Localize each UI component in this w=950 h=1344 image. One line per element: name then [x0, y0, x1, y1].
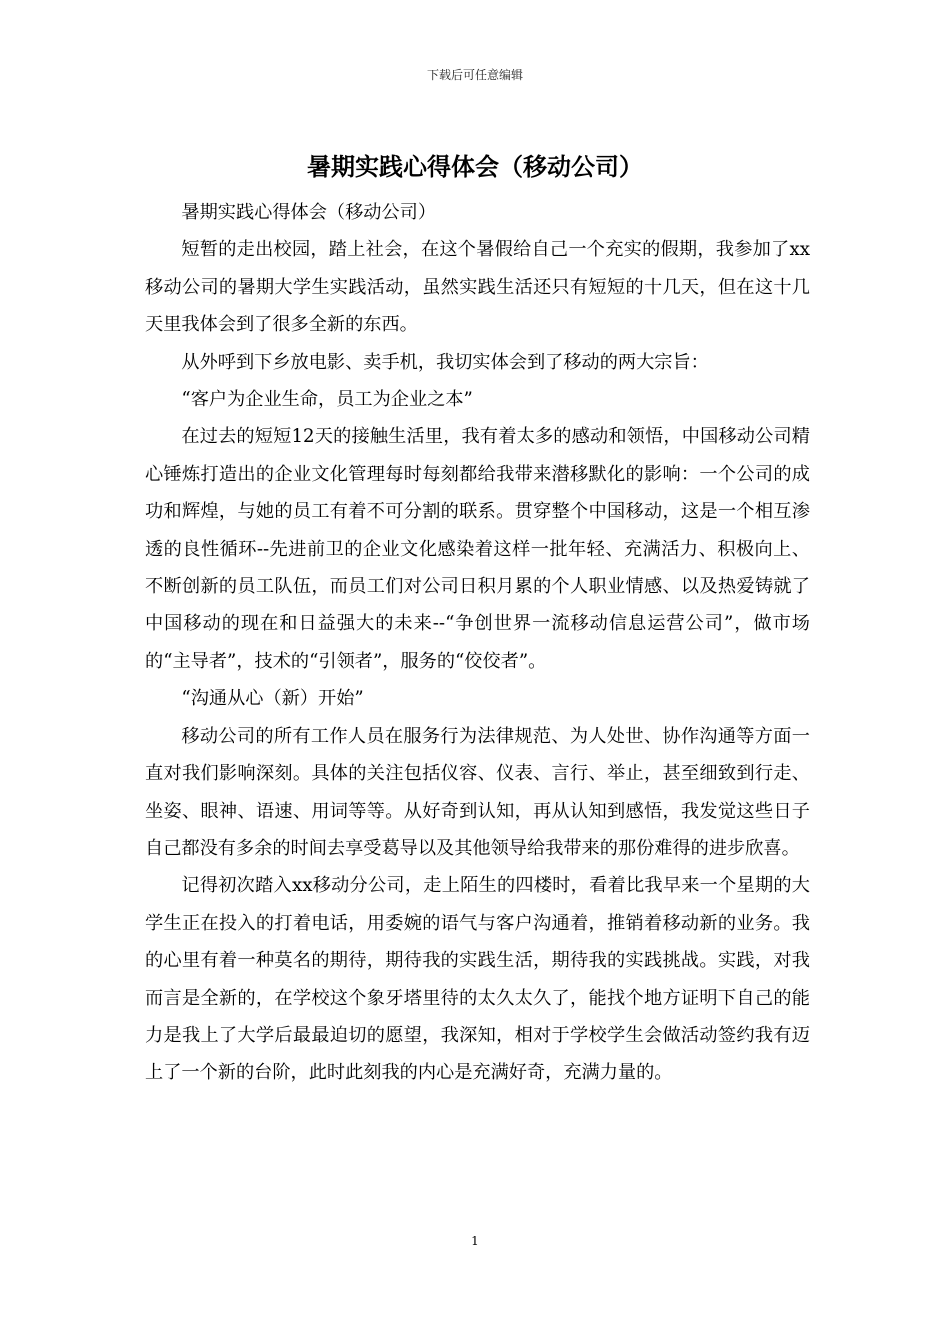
document-title: 暑期实践心得体会（移动公司） [307, 152, 643, 181]
paragraph: 记得初次踏入xx移动分公司，走上陌生的四楼时，看着比我早来一个星期的大学生正在投入的打着电话，用委婉的语气与客户沟通着，推销着移动新的业务。我的心里有着一种莫名的期待，期待我的实践生活，期待我的实践挑战。实践，对我而言是全新的，在学校这个象牙塔里待的太久太久了，能找个地方证明下自己的能力是我上了大学后最最迫切的愿望，我深知，相对于学校学生会做活动签约我有迈上了一个新的台阶，此时此刻我的内心是充满好奇，充满力量的。 [145, 875, 810, 1084]
paragraph: 在过去的短短12天的接触生活里，我有着太多的感动和领悟，中国移动公司精心锤炼打造出的企业文化管理每时每刻都给我带来潜移默化的影响：一个公司的成功和辉煌，与她的员工有着不可分割的联系。贯穿整个中国移动，这是一个相互渗透的良性循环--先进前卫的企业文化感染着这样一批年轻、充满活力、积极向上、不断创新的员工队伍，而员工们对公司日积月累的个人职业情感、以及热爱铸就了中国移动的现在和日益强大的未来--“争创世界一流移动信息运营公司”，做市场的“主导者”，技术的“引领者”，服务的“佼佼者”。 [145, 426, 810, 672]
paragraph: 从外呼到下乡放电影、卖手机，我切实体会到了移动的两大宗旨： [181, 351, 709, 373]
document-body [145, 194, 810, 1092]
paragraph: “客户为企业生命，员工为企业之本” [181, 389, 473, 411]
paragraph: 短暂的走出校园，踏上社会，在这个暑假给自己一个充实的假期，我参加了xx移动公司的暑期大学生实践活动，虽然实践生活还只有短短的十几天，但在这十几天里我体会到了很多全新的东西。 [145, 239, 810, 336]
paragraph: “沟通从心（新）开始” [181, 688, 364, 710]
page-header: 下载后可任意编辑 [426, 68, 523, 82]
paragraph: 移动公司的所有工作人员在服务行为法律规范、为人处世、协作沟通等方面一直对我们影响深刻。具体的关注包括仪容、仪表、言行、举止，甚至细致到行走、坐姿、眼神、语速、用词等等。从好奇到认知，再从认知到感悟，我发觉这些日子自己都没有多余的时间去享受葛导以及其他领导给我带来的那份难得的进步欣喜。 [145, 725, 810, 859]
paragraph: 暑期实践心得体会（移动公司） [181, 202, 437, 223]
page-number: 1 [471, 1234, 479, 1248]
